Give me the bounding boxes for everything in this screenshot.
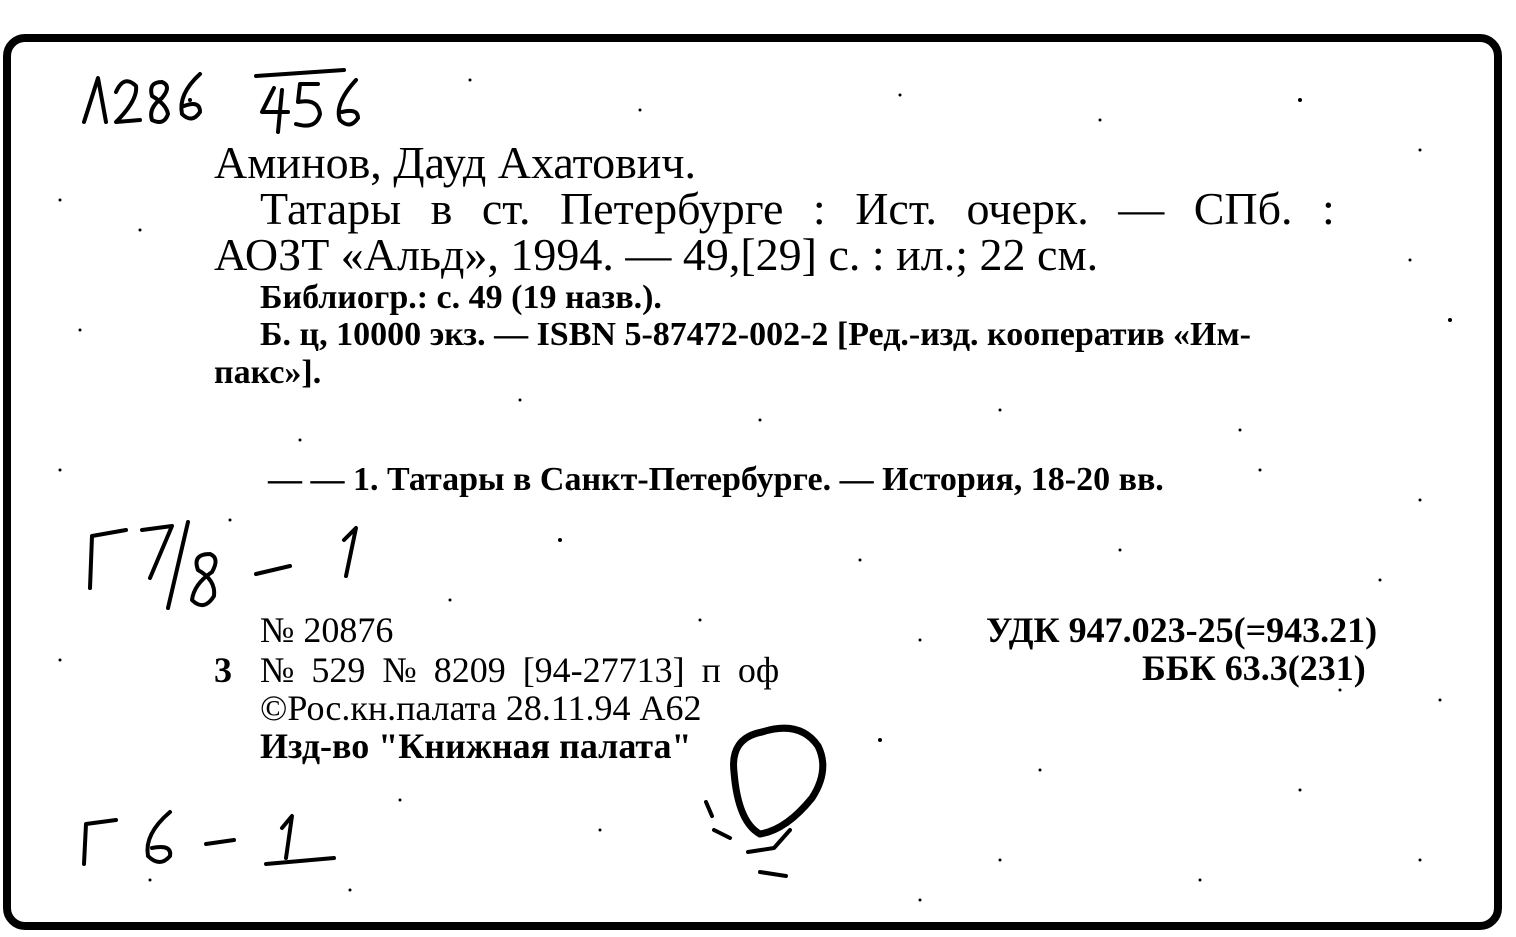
author-heading: Аминов, Дауд Ахатович. <box>214 137 697 188</box>
record-line: № 529 № 8209 [94-27713] п оф <box>260 650 780 690</box>
handwritten-location-mark <box>70 800 350 880</box>
subject-heading: — — 1. Татары в Санкт-Петербурге. — История, 18-20 вв. <box>268 461 1164 498</box>
title-line-2: АОЗТ «Альд», 1994. — 49,[29] с. : ил.; 22 см. <box>214 229 1099 280</box>
udk-code: УДК 947.023-25(=943.21) <box>986 610 1378 650</box>
copyright-line: ©Рос.кн.палата 28.11.94 А62 <box>260 688 702 728</box>
bbk-code: ББК 63.3(231) <box>1142 648 1366 688</box>
record-number: № 20876 <box>260 610 394 650</box>
bibliography-note: Библиогр.: с. 49 (19 назв.). <box>260 279 662 316</box>
record-line-prefix: 3 <box>214 650 232 690</box>
handwritten-inventory-number <box>78 60 368 140</box>
isbn-note-line-2: пакс»]. <box>214 354 322 391</box>
title-line-1: Татары в ст. Петербурге : Ист. очерк. — СПб. : <box>260 183 1335 234</box>
handwritten-shelf-mark <box>80 508 380 618</box>
publisher-line: Изд-во "Книжная палата" <box>260 726 692 766</box>
isbn-note-line-1: Б. ц, 10000 экз. — ISBN 5-87472-002-2 [Ред.-изд. кооператив «Им- <box>260 316 1251 353</box>
handwritten-oval-mark <box>690 712 850 892</box>
